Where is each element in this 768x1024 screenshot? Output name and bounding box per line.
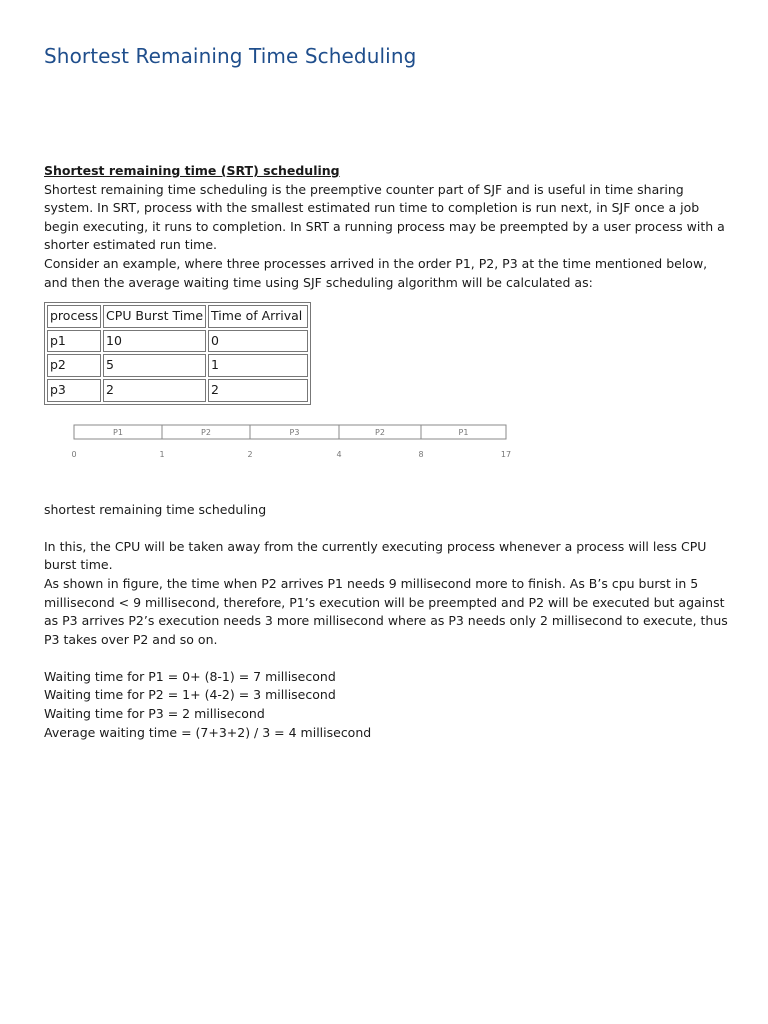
- gantt-chart: [56, 419, 536, 483]
- explanation-paragraph: In this, the CPU will be taken away from the currently executing process whenever a process will less CPU burst time.: [44, 538, 707, 573]
- gantt-tick-label: 0: [71, 449, 77, 459]
- table-row: [47, 379, 308, 402]
- table-cell: 2: [103, 379, 206, 402]
- table-header-cell: CPU Burst Time: [103, 305, 206, 328]
- gantt-tick-label: 4: [336, 449, 342, 459]
- gantt-tick-label: 8: [418, 449, 424, 459]
- table-header-cell: Time of Arrival: [208, 305, 308, 328]
- table-header-cell: process: [47, 305, 101, 328]
- table-cell: 1: [208, 354, 308, 377]
- section-heading: Shortest remaining time (SRT) scheduling: [44, 163, 340, 178]
- explanation-paragraph: As shown in figure, the time when P2 arrives P1 needs 9 millisecond more to finish. As B’s cpu burst in 5 millisecond < 9 millisecond, therefore, P1’s execution will be preempted and P2 will be executed but against as P3 arrives P2’s execution needs 3 more millisecond where as P3 needs only 2 millisecond to execute, thus P3 takes over P2 and so on.: [44, 575, 728, 647]
- process-table: [44, 302, 311, 404]
- example-paragraph: Consider an example, where three processes arrived in the order P1, P2, P3 at the time mentioned below, and then the average waiting time using SJF scheduling algorithm will be calculated as:: [44, 255, 708, 290]
- table-cell: 2: [208, 379, 308, 402]
- average-waiting-time: Average waiting time = (7+3+2) / 3 = 4 millisecond: [44, 724, 372, 740]
- gantt-tick-label: 2: [247, 449, 253, 459]
- table-row: [47, 330, 308, 353]
- article-body: [44, 162, 734, 742]
- intro-paragraph: Shortest remaining time scheduling is the preemptive counter part of SJF and is useful in time sharing system. In SRT, process with the smallest estimated run time to completion is run next, in SJF once a job begin executing, it runs to completion. In SRT a running process may be preempted by a user process with a shorter estimated run time.: [44, 181, 725, 253]
- table-header-row: [47, 305, 308, 328]
- waiting-time-p2: Waiting time for P2 = 1+ (4-2) = 3 millisecond: [44, 687, 336, 703]
- table-cell: p3: [47, 379, 101, 402]
- gantt-segment-label: P2: [375, 427, 385, 437]
- table-row: [47, 354, 308, 377]
- figure-caption: shortest remaining time scheduling: [44, 501, 267, 517]
- table-cell: p2: [47, 354, 101, 377]
- gantt-segment-label: P1: [458, 427, 469, 437]
- gantt-tick-label: 1: [159, 449, 165, 459]
- gantt-segment-label: P3: [289, 427, 300, 437]
- waiting-time-p3: Waiting time for P3 = 2 millisecond: [44, 706, 265, 722]
- page-title: Shortest Remaining Time Scheduling: [44, 44, 417, 68]
- gantt-segment-label: P2: [201, 427, 211, 437]
- table-cell: 5: [103, 354, 206, 377]
- table-cell: 10: [103, 330, 206, 353]
- gantt-tick-label: 17: [500, 449, 512, 459]
- gantt-segment-label: P1: [113, 427, 123, 437]
- table-cell: p1: [47, 330, 101, 353]
- table-cell: 0: [208, 330, 308, 353]
- waiting-time-p1: Waiting time for P1 = 0+ (8-1) = 7 millisecond: [44, 668, 336, 684]
